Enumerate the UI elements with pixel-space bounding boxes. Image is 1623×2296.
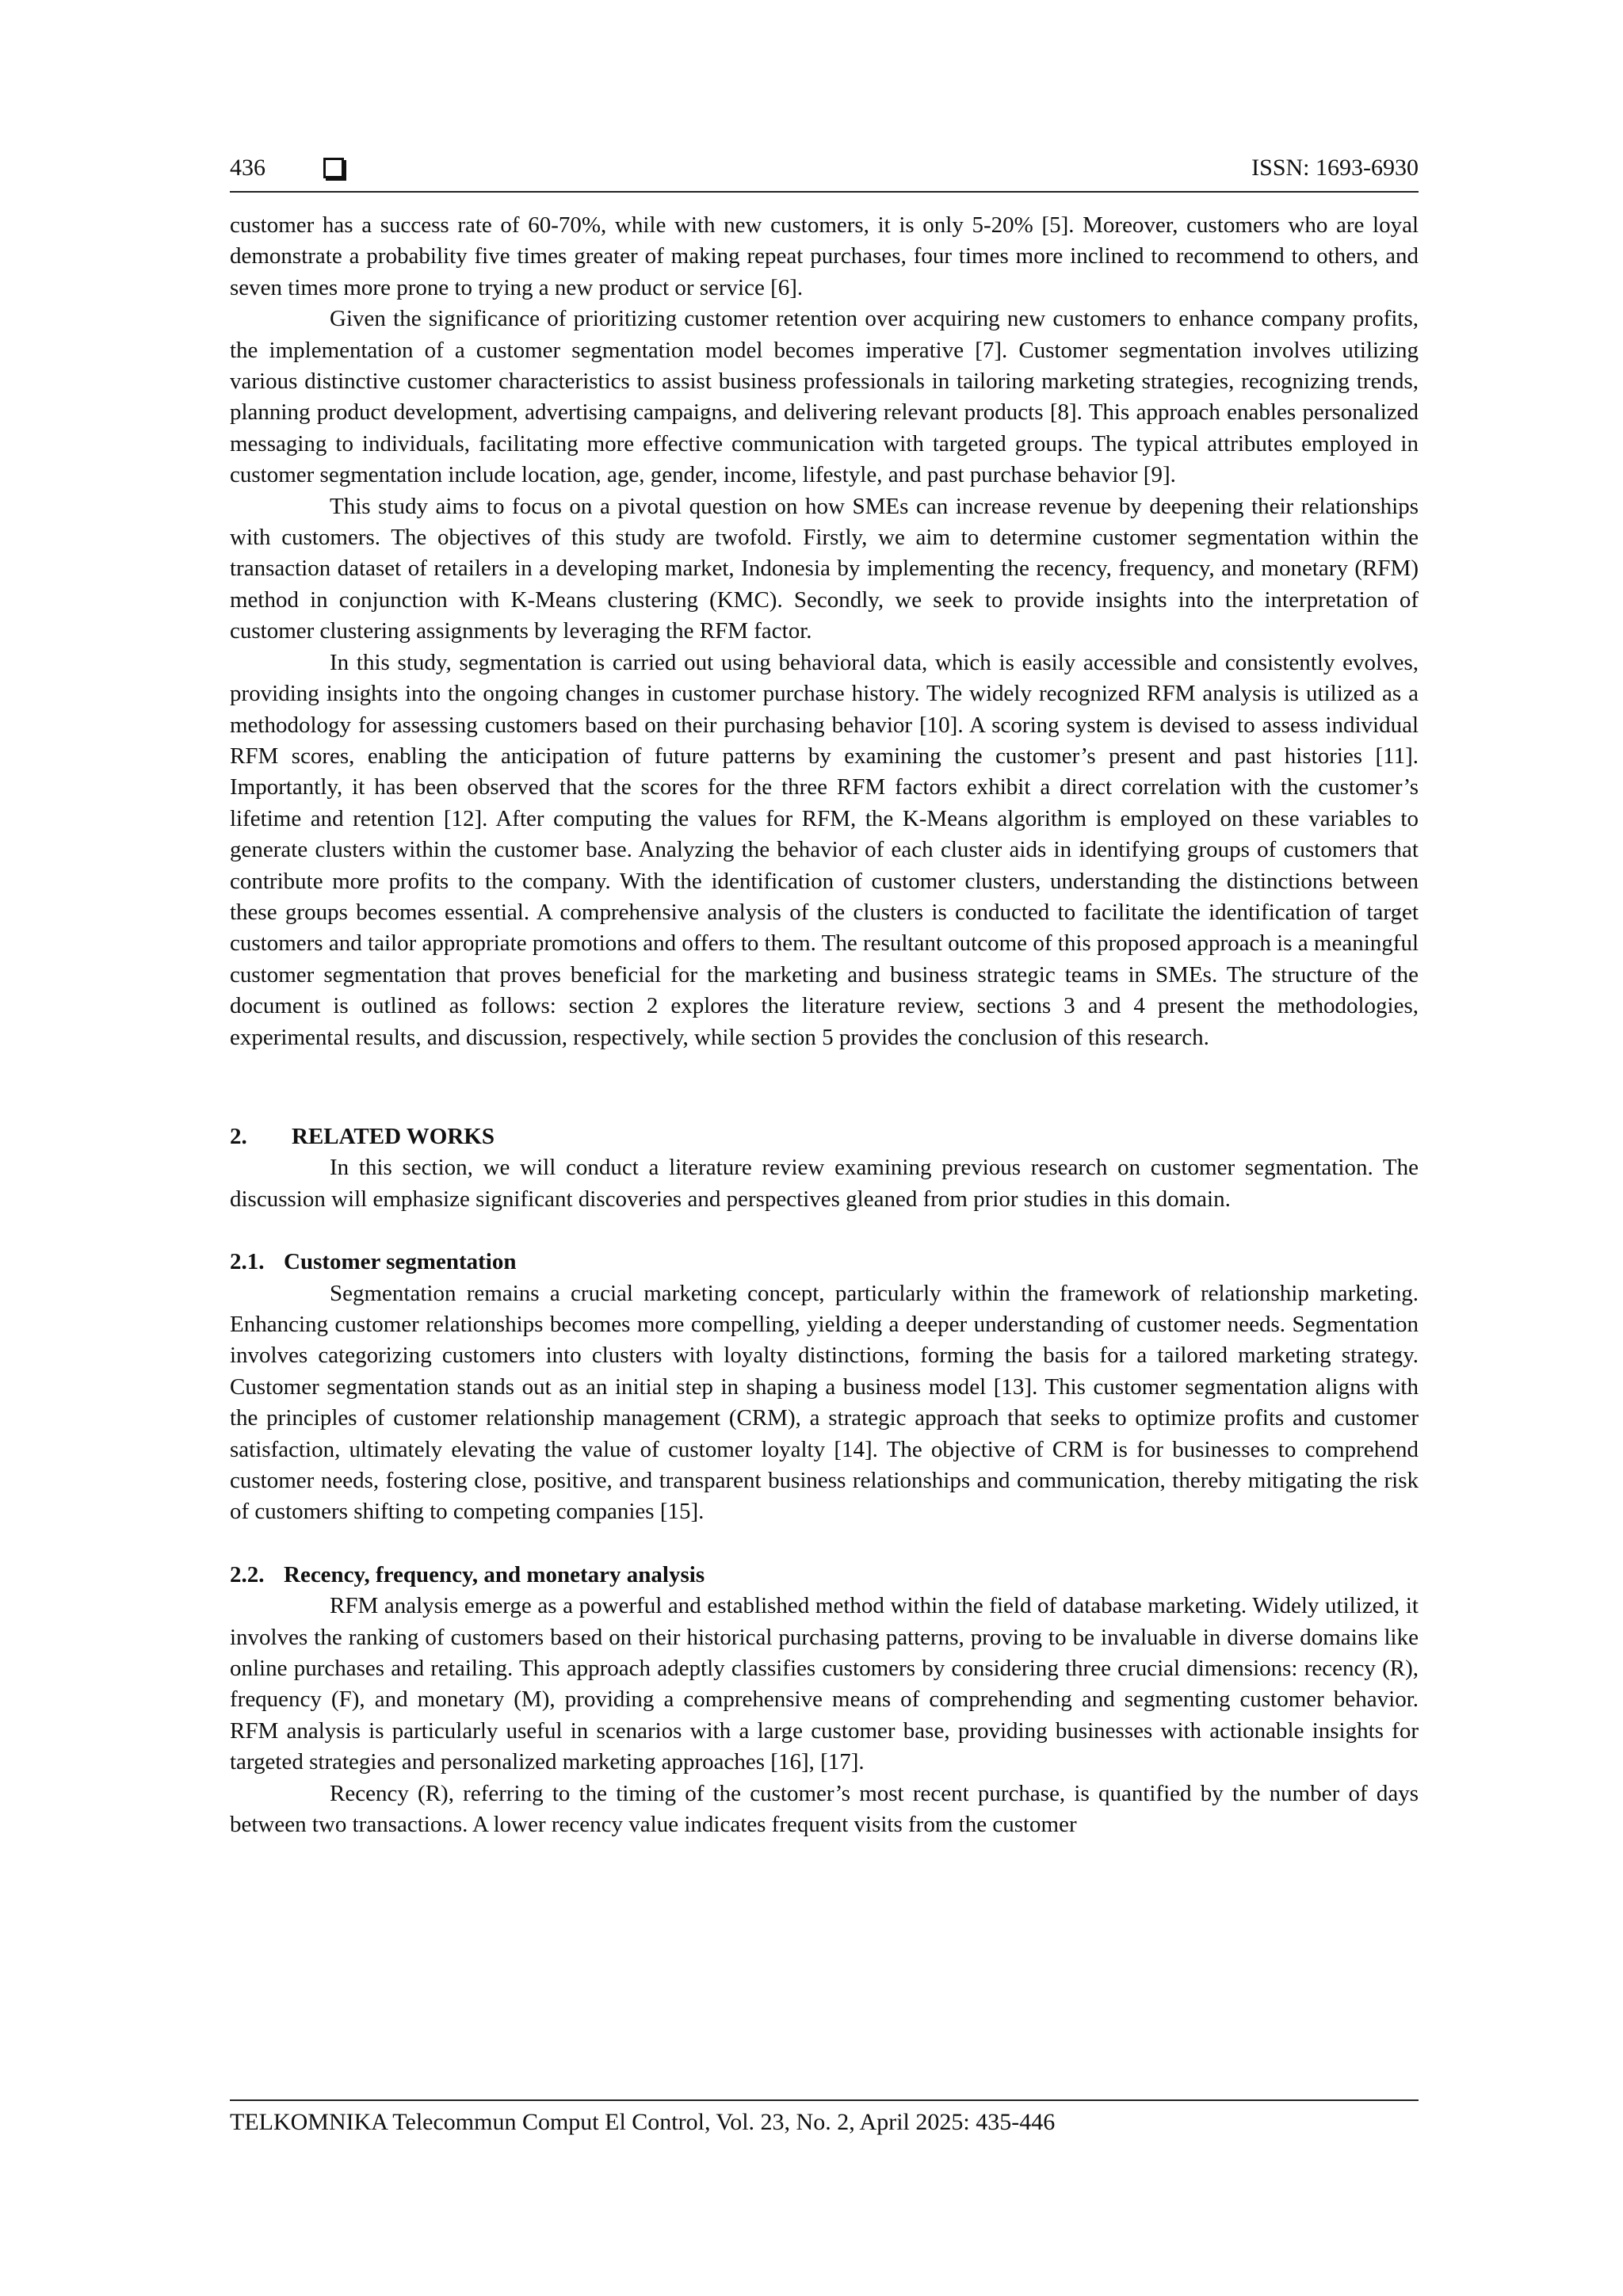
paragraph: customer has a success rate of 60-70%, while with new customers, it is only 5-20% [5]. Moreover, customers who are loyal demonstrate a probability five times greater of making repeat purchases, four times more inclined to recommend to others, and seven times more prone to trying a new product or service [6]. [230, 212, 1419, 300]
paragraph: This study aims to focus on a pivotal question on how SMEs can increase revenue by deepening their relationships with customers. The objectives of this study are twofold. Firstly, we aim to determine customer segmentation within the transaction dataset of retailers in a developing market, Indonesia by implementing the recency, frequency, and monetary (RFM) method in conjunction with K-Means clustering (KMC). Secondly, we seek to provide insights into the interpretation of customer clustering assignments by leveraging the RFM factor. [230, 493, 1419, 644]
page-footer [230, 2099, 1419, 2137]
issn-label: ISSN: 1693-6930 [1251, 155, 1419, 181]
paragraph: Given the significance of prioritizing customer retention over acquiring new customers to enhance company profits, the implementation of a customer segmentation model becomes imperative [7]. Customer segmentation involves utilizing various distinctive customer characteristics to assist business professionals in tailoring marketing strategies, recognizing trends, planning product development, advertising campaigns, and delivering relevant products [8]. This approach enables personalized messaging to individuals, facilitating more effective communication with targeted groups. The typical attributes employed in customer segmentation include location, age, gender, income, lifestyle, and past purchase behavior [9]. [230, 306, 1419, 488]
subsection-number: 2.1. [230, 1249, 265, 1275]
subsection-title: Recency, frequency, and monetary analysis [284, 1561, 705, 1587]
subsection-heading [230, 1560, 1419, 1591]
page-number: 436 [230, 155, 265, 181]
page-header [230, 147, 1419, 193]
page [230, 147, 1419, 1841]
subsection-number: 2.2. [230, 1561, 265, 1587]
journal-citation: TELKOMNIKA Telecommun Comput El Control, Vol. 23, No. 2, April 2025: 435-446 [230, 2109, 1056, 2135]
subsection-heading [230, 1247, 1419, 1278]
section-title: RELATED WORKS [292, 1123, 495, 1149]
subsection-title: Customer segmentation [284, 1249, 517, 1275]
paragraph: In this section, we will conduct a literature review examining previous research on customer segmentation. The discussion will emphasize significant discoveries and perspectives gleaned from prior studies in this domain. [230, 1155, 1419, 1212]
section-heading [230, 1121, 1419, 1152]
square-bullet-icon [323, 158, 344, 178]
section-number: 2. [230, 1123, 247, 1149]
article-body [230, 210, 1419, 1841]
paragraph: In this study, segmentation is carried out using behavioral data, which is easily accessible and consistently evolves, providing insights into the ongoing changes in customer purchase history. The widely recognized RFM analysis is utilized as a methodology for assessing customers based on their purchasing behavior [10]. A scoring system is devised to assess individual RFM scores, enabling the anticipation of future patterns by examining the customer’s present and past histories [11]. Importantly, it has been observed that the scores for the three RFM factors exhibit a direct correlation with the customer’s lifetime and retention [12]. After computing the values for RFM, the K-Means algorithm is employed on these variables to generate clusters within the customer base. Analyzing the behavior of each cluster aids in identifying groups of customers that contribute more profits to the company. With the identification of customer clusters, understanding the distinctions between these groups becomes essential. A comprehensive analysis of the clusters is conducted to facilitate the identification of target customers and tailor appropriate promotions and offers to them. The resultant outcome of this proposed approach is a meaningful customer segmentation that proves beneficial for the marketing and business strategic teams in SMEs. The structure of the document is outlined as follows: section 2 explores the literature review, sections 3 and 4 present the methodologies, experimental results, and discussion, respectively, while section 5 provides the conclusion of this research. [230, 649, 1419, 1050]
paragraph: Segmentation remains a crucial marketing concept, particularly within the framework of relationship marketing. Enhancing customer relationships becomes more compelling, yielding a deeper understanding of customer needs. Segmentation involves categorizing customers into clusters with loyalty distinctions, forming the basis for a tailored marketing strategy. Customer segmentation stands out as an initial step in shaping a business model [13]. This customer segmentation aligns with the principles of customer relationship management (CRM), a strategic approach that seeks to optimize profits and customer satisfaction, ultimately elevating the value of customer loyalty [14]. The objective of CRM is for businesses to comprehend customer needs, fostering close, positive, and transparent business relationships and communication, thereby mitigating the risk of customers shifting to competing companies [15]. [230, 1280, 1419, 1525]
paragraph: Recency (R), referring to the timing of the customer’s most recent purchase, is quantified by the number of days between two transactions. A lower recency value indicates frequent visits from the customer [230, 1780, 1419, 1838]
paragraph: RFM analysis emerge as a powerful and established method within the field of database marketing. Widely utilized, it involves the ranking of customers based on their historical purchasing patterns, proving to be invaluable in diverse domains like online purchases and retailing. This approach adeptly classifies customers by considering three crucial dimensions: recency (R), frequency (F), and monetary (M), providing a comprehensive means of comprehending and segmenting customer behavior. RFM analysis is particularly useful in scenarios with a large customer base, providing businesses with actionable insights for targeted strategies and personalized marketing approaches [16], [17]. [230, 1593, 1419, 1775]
